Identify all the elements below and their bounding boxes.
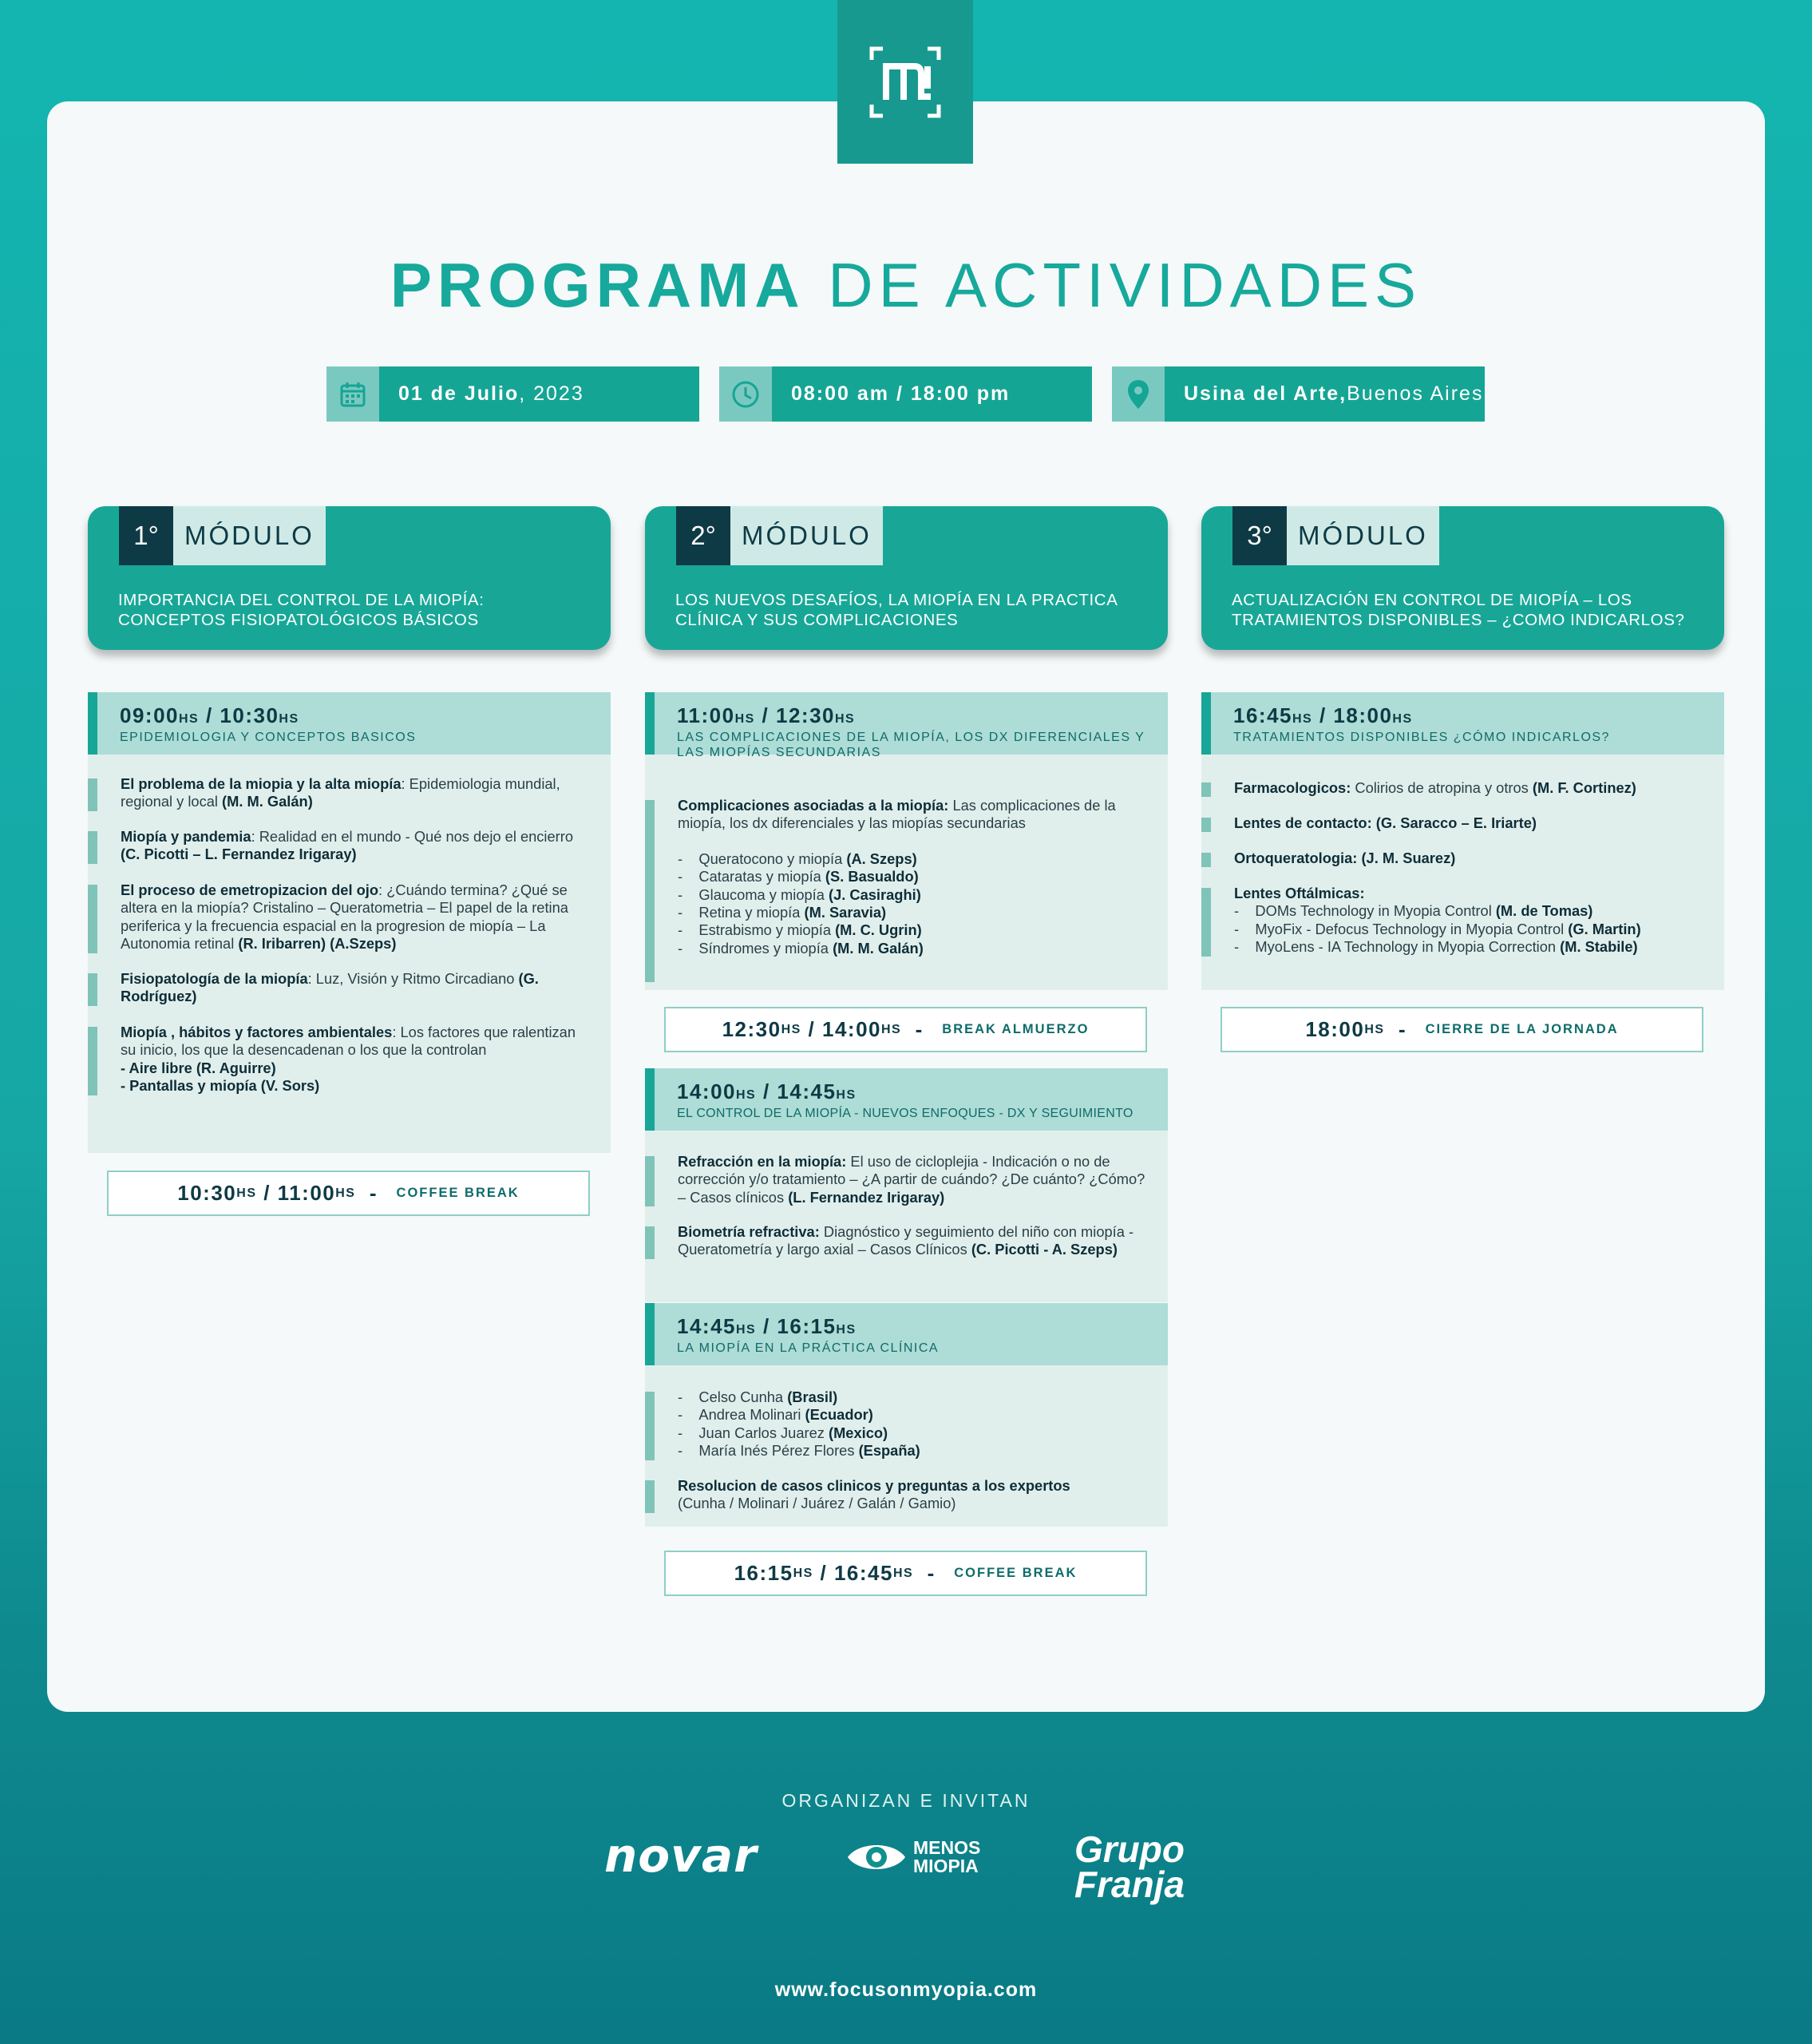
closing-break: 18:00 HS - CIERRE DE LA JORNADA: [1221, 1007, 1703, 1052]
session-header: 11:00HS / 12:30HS LAS COMPLICACIONES DE LA MIOPÍA, LOS DX DIFERENCIALES Y LAS MIOPÍAS SECUNDARIAS: [645, 692, 1168, 755]
module-number: 1°: [119, 506, 173, 565]
list-item: Complicaciones asociadas a la miopía: Las complicaciones de la miopía, los dx diferenciales y las miopías secundarias - Queratocono y miopía (A. Szeps) - Cataratas y miopía (S. Basualdo) - Glaucoma y miopía (J. Casiraghi) - Retina y miopía (M. Saravia) - Estrabismo y miopía (M. C. Ugrin) - Síndromes y miopía (M. M. Galán): [645, 797, 1152, 982]
session-panel-4: [645, 1303, 1168, 1527]
location-pin-icon: [1112, 366, 1165, 422]
clock-icon: [719, 366, 772, 422]
location-box: [1112, 366, 1485, 422]
list-item: - Celso Cunha (Brasil) - Andrea Molinari (Ecuador) - Juan Carlos Juarez (Mexico) - María Inés Pérez Flores (España): [645, 1388, 1152, 1460]
date-bold: 01 de Julio: [398, 382, 520, 405]
menos-miopia-logo: MENOS MIOPIA: [845, 1836, 1009, 1878]
session-panel-5: [1201, 692, 1724, 990]
list-item: Refracción en la miopía: El uso de cicloplejia - Indicación o no de corrección y/o tratamiento – ¿A partir de cuándo? ¿De cuánto? ¿Cómo? – Casos clínicos (L. Fernandez Irigaray): [645, 1153, 1152, 1206]
list-item: Miopía y pandemia: Realidad en el mundo - Qué nos dejo el encierro (C. Picotti – L. Fernandez Irigaray): [88, 828, 595, 864]
module-1-header: [88, 506, 611, 650]
time-text: 08:00 am / 18:00 pm: [772, 366, 1092, 422]
session-header: 09:00HS / 10:30HS EPIDEMIOLOGIA Y CONCEPTOS BASICOS: [88, 692, 611, 755]
module-subtitle: LOS NUEVOS DESAFÍOS, LA MIOPÍA EN LA PRACTICA CLÍNICA Y SUS COMPLICACIONES: [675, 591, 1118, 629]
grupo-franja-logo: Grupo Franja: [1074, 1828, 1185, 1905]
list-item: Biometría refractiva: Diagnóstico y seguimiento del niño con miopía - Queratometría y largo axial – Casos Clínicos (C. Picotti - A. Szeps): [645, 1223, 1152, 1259]
list-item: El problema de la miopia y la alta miopía: Epidemiologia mundial, regional y local (M. M. Galán): [88, 775, 595, 811]
session-title: LAS COMPLICACIONES DE LA MIOPÍA, LOS DX DIFERENCIALES Y LAS MIOPÍAS SECUNDARIAS: [677, 731, 1145, 759]
time-box: [719, 366, 1092, 422]
module-number: 3°: [1232, 506, 1287, 565]
novar-logo: novar: [604, 1828, 758, 1883]
organizers-title: ORGANIZAN E INVITAN: [781, 1790, 1031, 1811]
list-item: El proceso de emetropizacion del ojo: ¿Cuándo termina? ¿Qué se altera en la miopía? Cristalino – Queratometria – El papel de la retina periferica y la frecuencia espacial en la progresion de miopía – La Autonomia retinal (R. Iribarren) (A.Szeps): [88, 881, 595, 953]
module-label: MÓDULO: [730, 506, 883, 565]
session-header: 16:45HS / 18:00HS TRATAMIENTOS DISPONIBLES ¿CÓMO INDICARLOS?: [1201, 692, 1724, 755]
module-subtitle: IMPORTANCIA DEL CONTROL DE LA MIOPÍA: CONCEPTOS FISIOPATOLÓGICOS BÁSICOS: [118, 591, 485, 629]
calendar-icon: [326, 366, 379, 422]
sponsor-logos: [0, 1828, 1812, 1905]
list-item: Miopía , hábitos y factores ambientales: Los factores que ralentizan su inicio, los que la desencadenan o los que la controlan - Aire libre (R. Aguirre) - Pantallas y miopía (V. Sors): [88, 1024, 595, 1095]
session-panel-3: [645, 1068, 1168, 1302]
focus-on-myopia-logo: [837, 0, 973, 164]
session-header: 14:45HS / 16:15HS LA MIOPÍA EN LA PRÁCTICA CLÍNICA: [645, 1303, 1168, 1365]
list-item: Ortoqueratologia: (J. M. Suarez): [1201, 850, 1708, 867]
website-url[interactable]: www.focusonmyopia.com: [774, 1979, 1038, 2001]
module-number: 2°: [676, 506, 730, 565]
page-title: PROGRAMA DE ACTIVIDADES: [390, 250, 1422, 320]
module-3-header: [1201, 506, 1724, 650]
session-title: EPIDEMIOLOGIA Y CONCEPTOS BASICOS: [120, 731, 417, 744]
list-item: Farmacologicos: Colirios de atropina y otros (M. F. Cortinez): [1201, 779, 1708, 797]
list-item: Resolucion de casos clinicos y preguntas a los expertos (Cunha / Molinari / Juárez / Galán / Gamio): [645, 1477, 1152, 1513]
date-box: [326, 366, 699, 422]
session-title: LA MIOPÍA EN LA PRÁCTICA CLÍNICA: [677, 1341, 940, 1355]
list-item: Lentes Oftálmicas: - DOMs Technology in Myopia Control (M. de Tomas) - MyoFix - Defocus Technology in Myopia Control (G. Martin) - MyoLens - IA Technology in Myopia Correction (M. Stabile): [1201, 885, 1724, 957]
eye-icon: [845, 1836, 908, 1878]
session-title: TRATAMIENTOS DISPONIBLES ¿CÓMO INDICARLOS?: [1233, 731, 1610, 744]
session-title: EL CONTROL DE LA MIOPÍA - NUEVOS ENFOQUES - DX Y SEGUIMIENTO: [677, 1107, 1133, 1120]
place-city: Buenos Aires: [1347, 382, 1484, 405]
coffee-break-2: 16:15 HS / 16:45 HS - COFFEE BREAK: [664, 1551, 1147, 1596]
logo-mark-icon: [865, 42, 945, 122]
session-panel-1: [88, 692, 611, 1153]
session-header: 14:00HS / 14:45HS EL CONTROL DE LA MIOPÍA - NUEVOS ENFOQUES - DX Y SEGUIMIENTO: [645, 1068, 1168, 1131]
lunch-break: 12:30 HS / 14:00 HS - BREAK ALMUERZO: [664, 1007, 1147, 1052]
list-item: Fisiopatología de la miopía: Luz, Visión y Ritmo Circadiano (G. Rodríguez): [88, 970, 595, 1006]
date-year: , 2023: [519, 382, 584, 405]
session-panel-2: [645, 692, 1168, 990]
module-label: MÓDULO: [1287, 506, 1439, 565]
module-2-header: [645, 506, 1168, 650]
list-item: Lentes de contacto: (G. Saracco – E. Iriarte): [1201, 814, 1708, 832]
module-subtitle: ACTUALIZACIÓN EN CONTROL DE MIOPÍA – LOS TRATAMIENTOS DISPONIBLES – ¿COMO INDICARLOS?: [1232, 591, 1685, 629]
module-label: MÓDULO: [173, 506, 326, 565]
coffee-break-1: 10:30 HS / 11:00 HS - COFFEE BREAK: [107, 1171, 590, 1216]
place-bold: Usina del Arte,: [1184, 382, 1347, 405]
